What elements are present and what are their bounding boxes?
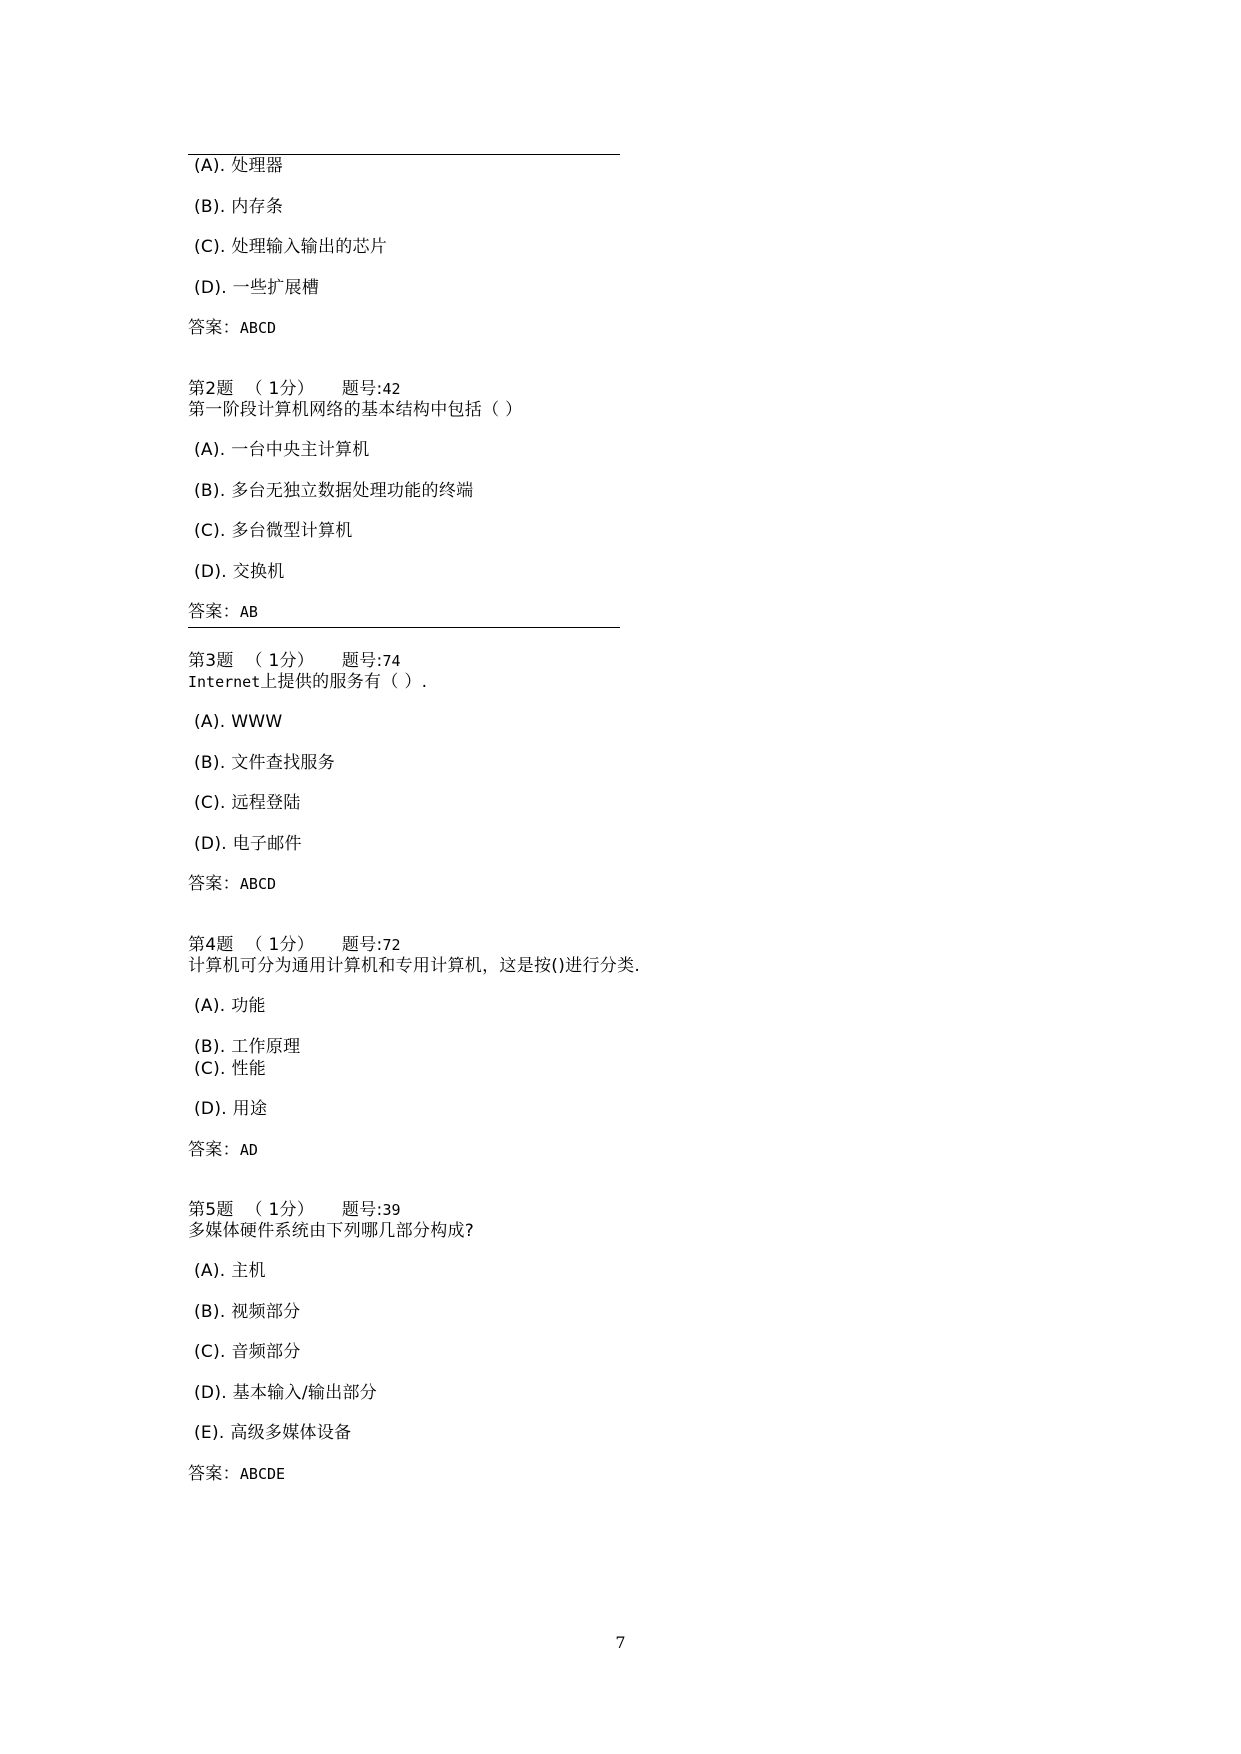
q4-stem: 计算机可分为通用计算机和专用计算机，这是按()进行分类. — [188, 956, 641, 976]
q1-option-a: (A). 处理器 — [194, 156, 284, 176]
q5-option-b: (B). 视频部分 — [194, 1302, 301, 1322]
question-id-label: 题号: — [341, 651, 383, 671]
answer-label: 答案： — [188, 318, 240, 338]
page-number: 7 — [615, 1633, 626, 1652]
answer-value: AB — [239, 603, 258, 621]
question-id-label: 题号: — [341, 935, 383, 955]
question-number: 第4题 — [188, 935, 234, 955]
stem-prefix: Internet — [188, 673, 261, 691]
q5-option-e: (E). 高级多媒体设备 — [194, 1423, 352, 1443]
q3-option-b: (B). 文件查找服务 — [194, 753, 336, 773]
q2-answer — [188, 602, 258, 622]
q2-option-d: (D). 交换机 — [194, 562, 285, 582]
answer-value: ABCD — [239, 319, 277, 337]
answer-label: 答案： — [188, 602, 240, 622]
q1-option-d: (D). 一些扩展槽 — [194, 278, 320, 298]
q5-option-d: (D). 基本输入/输出部分 — [194, 1383, 378, 1403]
q1-option-c: (C). 处理输入输出的芯片 — [194, 237, 388, 257]
q5-answer — [188, 1464, 285, 1484]
q2-option-b: (B). 多台无独立数据处理功能的终端 — [194, 481, 474, 501]
question-score: （ 1分） — [245, 1200, 315, 1220]
question-number: 第2题 — [188, 379, 234, 399]
stem-text: 上提供的服务有（ ）. — [260, 672, 428, 692]
question-number: 第5题 — [188, 1200, 234, 1220]
q2-header — [188, 379, 401, 399]
answer-label: 答案： — [188, 1140, 240, 1160]
q3-header — [188, 651, 401, 671]
answer-label: 答案： — [188, 1464, 240, 1484]
question-id-label: 题号: — [341, 1200, 383, 1220]
q1-option-b: (B). 内存条 — [194, 197, 284, 217]
q5-stem: 多媒体硬件系统由下列哪几部分构成? — [188, 1221, 475, 1241]
q2-option-c: (C). 多台微型计算机 — [194, 521, 353, 541]
q4-option-a: (A). 功能 — [194, 996, 266, 1016]
q4-option-c: (C). 性能 — [194, 1059, 267, 1079]
q1-answer — [188, 318, 276, 338]
q4-answer — [188, 1140, 258, 1160]
question-id: 74 — [382, 652, 401, 670]
q4-option-d: (D). 用途 — [194, 1099, 268, 1119]
question-score: （ 1分） — [245, 651, 315, 671]
answer-value: ABCDE — [239, 1465, 286, 1483]
q2-stem: 第一阶段计算机网络的基本结构中包括（ ） — [188, 400, 523, 420]
q5-option-a: (A). 主机 — [194, 1261, 266, 1281]
q3-option-a: (A). WWW — [194, 712, 283, 732]
q3-option-c: (C). 远程登陆 — [194, 793, 301, 813]
question-id-label: 题号: — [341, 379, 383, 399]
q3-option-d: (D). 电子邮件 — [194, 834, 302, 854]
answer-value: AD — [239, 1141, 258, 1159]
answer-value: ABCD — [239, 875, 277, 893]
answer-label: 答案： — [188, 874, 240, 894]
question-score: （ 1分） — [245, 379, 315, 399]
q2-option-a: (A). 一台中央主计算机 — [194, 440, 370, 460]
question-id: 42 — [382, 380, 401, 398]
question-id: 72 — [382, 936, 401, 954]
q4-header — [188, 935, 401, 955]
q5-header — [188, 1200, 401, 1220]
section-divider — [188, 627, 620, 628]
q5-option-c: (C). 音频部分 — [194, 1342, 301, 1362]
q4-option-b: (B). 工作原理 — [194, 1037, 301, 1057]
q3-answer — [188, 874, 276, 894]
question-id: 39 — [382, 1201, 401, 1219]
section-divider — [188, 154, 620, 155]
question-score: （ 1分） — [245, 935, 315, 955]
q3-stem — [188, 672, 427, 692]
question-number: 第3题 — [188, 651, 234, 671]
